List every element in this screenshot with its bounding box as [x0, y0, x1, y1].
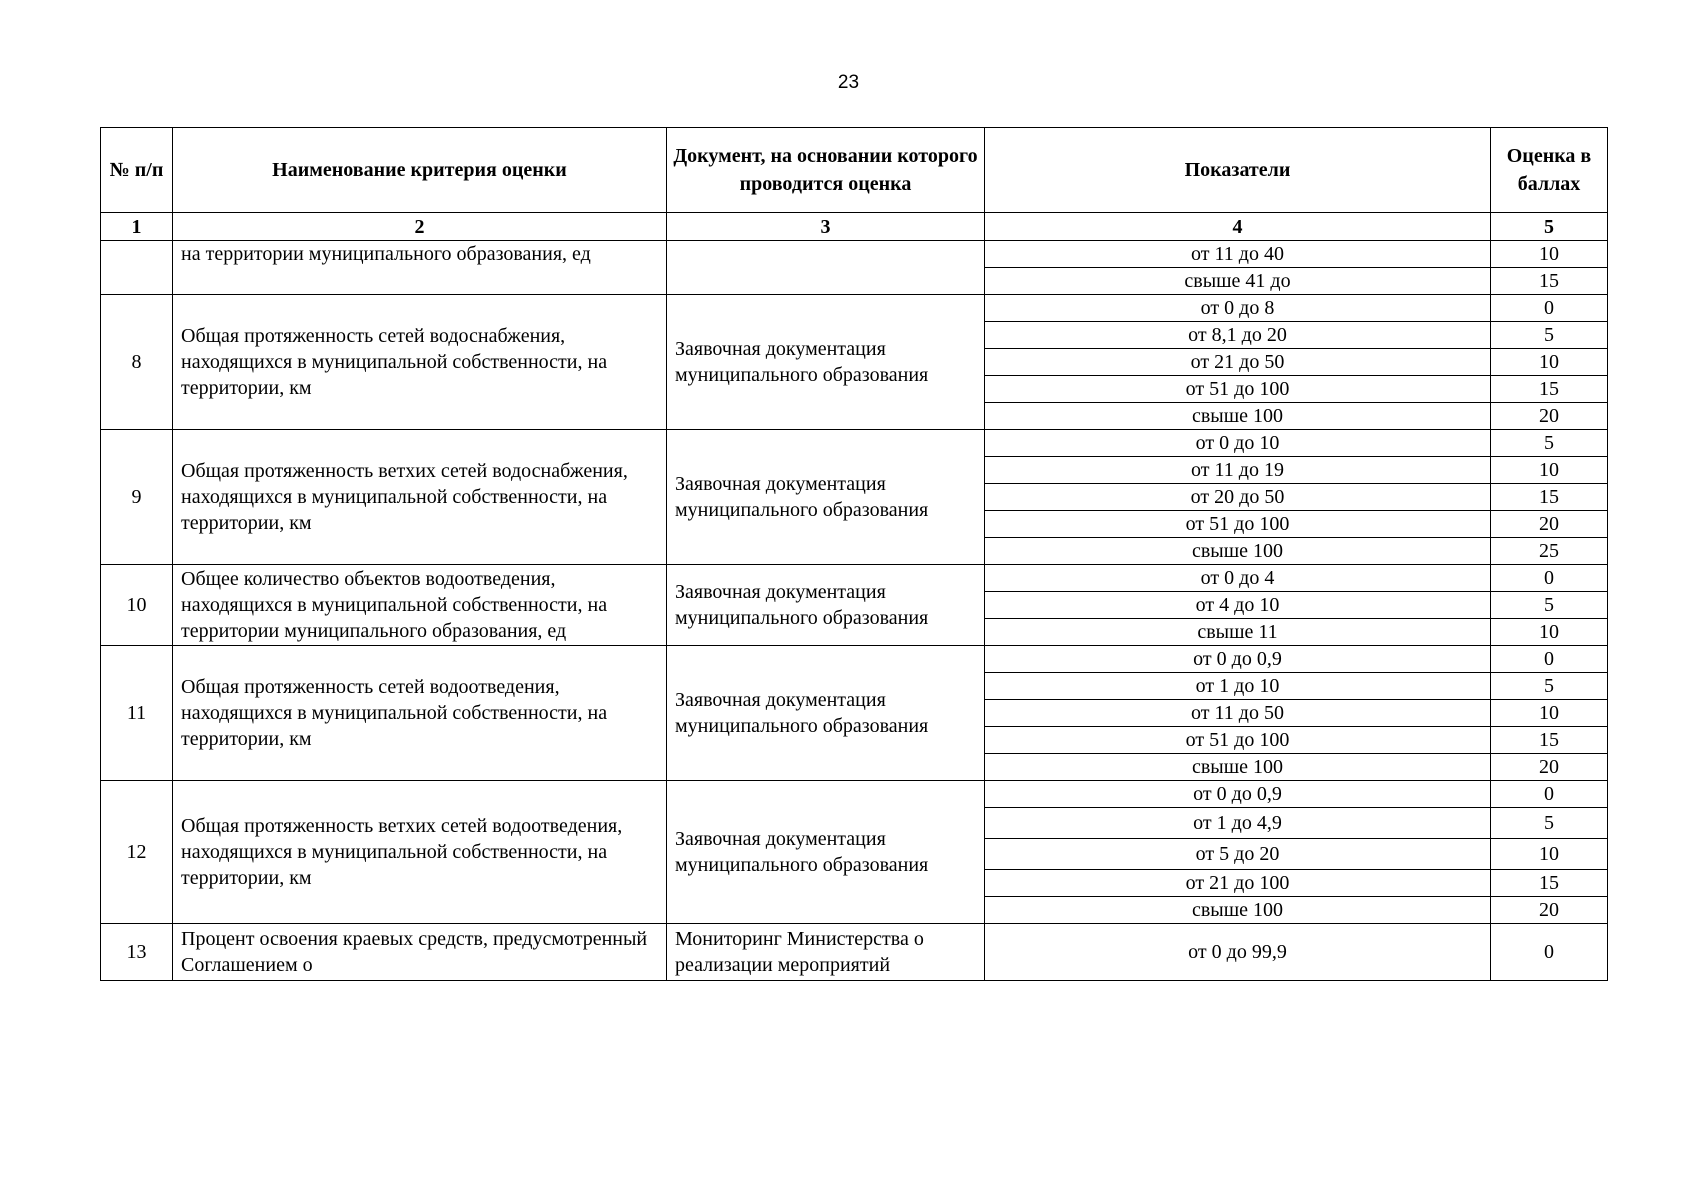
score: 10: [1491, 839, 1608, 870]
table-row: [101, 565, 1608, 592]
score: 10: [1491, 349, 1608, 376]
criterion-number: 13: [101, 924, 173, 981]
column-number: 5: [1491, 213, 1608, 241]
indicator: от 5 до 20: [985, 839, 1491, 870]
criterion-document: Заявочная документация муниципального образования: [667, 295, 985, 430]
score: 5: [1491, 322, 1608, 349]
indicator: от 51 до 100: [985, 727, 1491, 754]
criterion-document: Заявочная документация муниципального образования: [667, 781, 985, 924]
table-row: [101, 430, 1608, 457]
column-number: 1: [101, 213, 173, 241]
indicator: от 21 до 50: [985, 349, 1491, 376]
score: 0: [1491, 781, 1608, 808]
indicator: от 0 до 4: [985, 565, 1491, 592]
table-header-row: [101, 128, 1608, 213]
indicator: свыше 100: [985, 538, 1491, 565]
score: 15: [1491, 484, 1608, 511]
criterion-name: Общая протяженность ветхих сетей водоснабжения, находящихся в муниципальной собственности, на территории, км: [173, 430, 667, 565]
score: 5: [1491, 673, 1608, 700]
criterion-number: 11: [101, 646, 173, 781]
criterion-number: 10: [101, 565, 173, 646]
criteria-table: [100, 127, 1608, 981]
criterion-name: Общая протяженность сетей водоотведения, находящихся в муниципальной собственности, на территории, км: [173, 646, 667, 781]
score: 5: [1491, 430, 1608, 457]
indicator: от 0 до 8: [985, 295, 1491, 322]
column-number-row: [101, 213, 1608, 241]
indicator: от 51 до 100: [985, 511, 1491, 538]
indicator: от 21 до 100: [985, 870, 1491, 897]
header-score: Оценка в баллах: [1491, 128, 1608, 213]
indicator: свыше 100: [985, 897, 1491, 924]
header-number: № п/п: [101, 128, 173, 213]
indicator: от 11 до 40: [985, 241, 1491, 268]
score: 0: [1491, 924, 1608, 981]
indicator: свыше 41 до: [985, 268, 1491, 295]
indicator: от 20 до 50: [985, 484, 1491, 511]
indicator: свыше 100: [985, 754, 1491, 781]
score: 0: [1491, 565, 1608, 592]
table-row: [101, 646, 1608, 673]
header-criterion-name: Наименование критерия оценки: [173, 128, 667, 213]
score: 15: [1491, 870, 1608, 897]
criterion-document: Мониторинг Министерства о реализации мероприятий: [667, 924, 985, 981]
column-number: 2: [173, 213, 667, 241]
criterion-document: Заявочная документация муниципального образования: [667, 646, 985, 781]
indicator: от 8,1 до 20: [985, 322, 1491, 349]
table-row: [101, 781, 1608, 808]
score: 10: [1491, 619, 1608, 646]
criterion-name: Общее количество объектов водоотведения, находящихся в муниципальной собственности, на территории муниципального образования, ед: [173, 565, 667, 646]
score: 25: [1491, 538, 1608, 565]
indicator: от 1 до 4,9: [985, 808, 1491, 839]
criterion-number: 12: [101, 781, 173, 924]
column-number: 3: [667, 213, 985, 241]
criterion-document: Заявочная документация муниципального образования: [667, 430, 985, 565]
indicator: свыше 11: [985, 619, 1491, 646]
score: 15: [1491, 727, 1608, 754]
indicator: от 0 до 0,9: [985, 781, 1491, 808]
score: 5: [1491, 808, 1608, 839]
criterion-name: Общая протяженность сетей водоснабжения, находящихся в муниципальной собственности, на территории, км: [173, 295, 667, 430]
indicator: от 51 до 100: [985, 376, 1491, 403]
criterion-number: 8: [101, 295, 173, 430]
indicator: от 4 до 10: [985, 592, 1491, 619]
score: 15: [1491, 268, 1608, 295]
criterion-name: Процент освоения краевых средств, предусмотренный Соглашением о: [173, 924, 667, 981]
header-indicators: Показатели: [985, 128, 1491, 213]
score: 0: [1491, 295, 1608, 322]
score: 10: [1491, 700, 1608, 727]
criterion-document: [667, 241, 985, 295]
score: 20: [1491, 754, 1608, 781]
indicator: от 1 до 10: [985, 673, 1491, 700]
criterion-number: 9: [101, 430, 173, 565]
criterion-name: на территории муниципального образования, ед: [173, 241, 667, 295]
score: 20: [1491, 511, 1608, 538]
header-document: Документ, на основании которого проводится оценка: [667, 128, 985, 213]
score: 0: [1491, 646, 1608, 673]
table-row: [101, 924, 1608, 981]
table-row: [101, 241, 1608, 268]
score: 15: [1491, 376, 1608, 403]
table-row: [101, 295, 1608, 322]
page-number: 23: [837, 72, 860, 93]
score: 10: [1491, 457, 1608, 484]
criterion-document: Заявочная документация муниципального образования: [667, 565, 985, 646]
criterion-name: Общая протяженность ветхих сетей водоотведения, находящихся в муниципальной собственности, на территории, км: [173, 781, 667, 924]
criterion-number: [101, 241, 173, 295]
indicator: от 0 до 10: [985, 430, 1491, 457]
column-number: 4: [985, 213, 1491, 241]
score: 20: [1491, 403, 1608, 430]
score: 5: [1491, 592, 1608, 619]
score: 10: [1491, 241, 1608, 268]
score: 20: [1491, 897, 1608, 924]
indicator: от 0 до 0,9: [985, 646, 1491, 673]
indicator: свыше 100: [985, 403, 1491, 430]
indicator: от 11 до 50: [985, 700, 1491, 727]
indicator: от 11 до 19: [985, 457, 1491, 484]
indicator: от 0 до 99,9: [985, 924, 1491, 981]
